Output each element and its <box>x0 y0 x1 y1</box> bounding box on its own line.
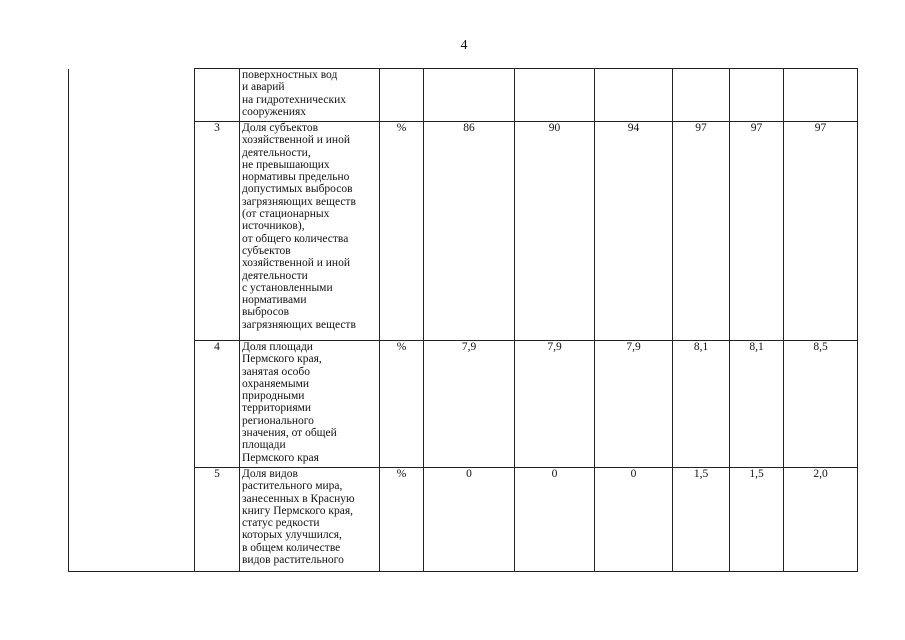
indicator-name-line: от общего количества <box>242 232 349 245</box>
row-number-cell: 5 <box>195 468 240 572</box>
indicator-name-line: территориями <box>242 402 312 415</box>
value-cell: 97 <box>784 122 858 341</box>
row-number-cell: 3 <box>195 122 240 341</box>
indicator-name-line: видов растительного <box>242 554 344 567</box>
indicator-name-line: выбросов <box>242 306 290 319</box>
value-cell: 7,9 <box>595 341 673 468</box>
table-row <box>195 69 858 122</box>
value-cell: 94 <box>595 122 673 341</box>
indicator-name-line: в общем количестве <box>242 541 341 554</box>
indicator-name-line: Доля субъектов <box>242 122 319 134</box>
value-cell <box>515 69 595 122</box>
indicator-name-line: растительного мира, <box>242 480 343 493</box>
table-row <box>195 341 858 468</box>
indicator-name-line: поверхностных вод <box>242 69 338 81</box>
value-cell: 1,5 <box>673 468 730 572</box>
indicator-name-line: регионального <box>242 414 314 427</box>
value-cell <box>784 69 858 122</box>
indicator-name-line: книгу Пермского края, <box>242 504 354 517</box>
value-cell: 0 <box>515 468 595 572</box>
table-row <box>195 468 858 572</box>
value-cell: 7,9 <box>515 341 595 468</box>
indicator-name-line: которых улучшился, <box>242 529 342 542</box>
indicator-name-line: занятая особо <box>242 365 311 378</box>
page-number: 4 <box>460 38 468 53</box>
value-cell: 2,0 <box>784 468 858 572</box>
indicator-name-line: площади <box>242 439 286 452</box>
indicator-name-line: природными <box>242 390 305 403</box>
indicator-name-line: деятельности <box>242 269 308 282</box>
indicators-table <box>194 68 858 572</box>
indicator-name-cell <box>240 341 380 468</box>
indicator-name-cell <box>240 468 380 572</box>
indicator-name-line: занесенных в Красную <box>242 492 355 505</box>
left-margin-rule <box>68 69 69 571</box>
indicator-name-line: (от стационарных <box>242 208 330 221</box>
indicator-name-line: загрязняющих веществ <box>242 318 356 331</box>
value-cell: 8,1 <box>730 341 784 468</box>
value-cell <box>424 69 515 122</box>
value-cell <box>595 69 673 122</box>
value-cell: 8,5 <box>784 341 858 468</box>
indicator-name-line: статус редкости <box>242 517 320 530</box>
indicator-name-cell <box>240 69 380 122</box>
row-number-cell: 4 <box>195 341 240 468</box>
indicator-name-line: Доля площади <box>242 341 313 353</box>
value-cell <box>730 69 784 122</box>
indicator-name-line: на гидротехнических <box>242 93 347 106</box>
indicator-name-line: Доля видов <box>242 468 298 480</box>
value-cell: 8,1 <box>673 341 730 468</box>
indicator-name-cell <box>240 122 380 341</box>
unit-cell: % <box>380 341 424 468</box>
value-cell: 97 <box>730 122 784 341</box>
indicator-name-line: значения, от общей <box>242 427 337 440</box>
bottom-left-rule <box>68 571 194 572</box>
value-cell: 0 <box>424 468 515 572</box>
indicator-name-line: загрязняющих веществ <box>242 195 356 208</box>
value-cell: 97 <box>673 122 730 341</box>
indicator-name-line: допустимых выбросов <box>242 183 353 196</box>
value-cell: 1,5 <box>730 468 784 572</box>
indicator-name-line: с установленными <box>242 281 333 294</box>
unit-cell: % <box>380 122 424 341</box>
indicator-name-line: Пермского края <box>242 451 319 464</box>
indicator-name-line: хозяйственной и иной <box>242 257 350 270</box>
value-cell: 0 <box>595 468 673 572</box>
value-cell: 86 <box>424 122 515 341</box>
indicator-name-line: Пермского края, <box>242 353 322 366</box>
unit-cell <box>380 69 424 122</box>
indicator-name-line: источников), <box>242 220 305 233</box>
value-cell <box>673 69 730 122</box>
indicator-name-line: охраняемыми <box>242 377 310 390</box>
indicator-name-line: хозяйственной и иной <box>242 134 350 147</box>
indicator-name-line: нормативами <box>242 294 307 307</box>
indicator-name-line: и аварий <box>242 81 285 94</box>
unit-cell: % <box>380 468 424 572</box>
value-cell: 90 <box>515 122 595 341</box>
indicator-name-line: субъектов <box>242 244 291 257</box>
indicator-name-line: деятельности, <box>242 146 311 159</box>
row-number-cell <box>195 69 240 122</box>
indicator-name-line: не превышающих <box>242 158 330 171</box>
table-row <box>195 122 858 341</box>
indicator-name-line: сооружениях <box>242 105 307 118</box>
indicator-name-line: нормативы предельно <box>242 171 350 184</box>
value-cell: 7,9 <box>424 341 515 468</box>
